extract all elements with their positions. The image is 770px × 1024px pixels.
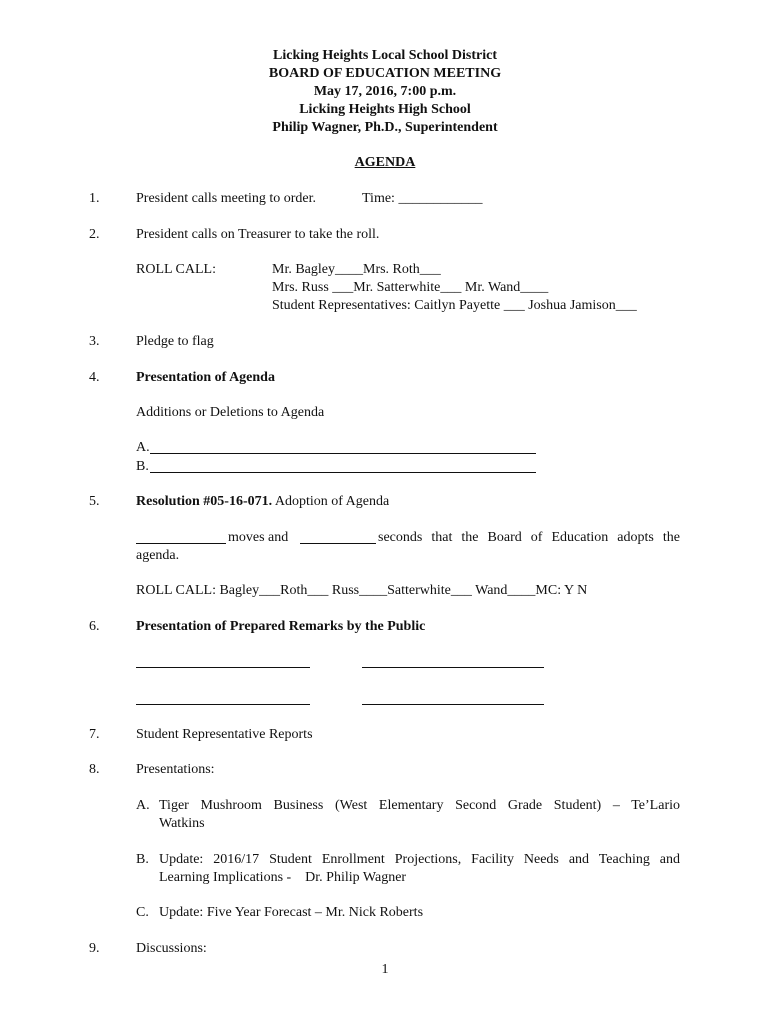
resolution-title: Adoption of Agenda bbox=[272, 494, 390, 509]
item-number-3: 3. bbox=[89, 334, 100, 349]
item-4-subtext: Additions or Deletions to Agenda bbox=[136, 405, 325, 420]
public-remarks-blank-3 bbox=[136, 704, 310, 705]
addition-a-label: A. bbox=[136, 440, 150, 455]
roll-call-label: ROLL CALL: bbox=[136, 262, 216, 277]
item-7-text: Student Representative Reports bbox=[136, 727, 313, 742]
roll-call-line-1: Mr. Bagley____Mrs. Roth___ bbox=[272, 262, 441, 277]
presentation-c-line-1: Update: Five Year Forecast – Mr. Nick Roberts bbox=[159, 905, 424, 920]
item-1-time: Time: ____________ bbox=[362, 191, 483, 206]
agenda-title: AGENDA bbox=[354, 155, 416, 170]
addition-b-blank bbox=[150, 472, 536, 473]
item-6-text: Presentation of Prepared Remarks by the Public bbox=[136, 619, 426, 634]
motion-line-2: agenda. bbox=[136, 548, 180, 563]
superintendent-name: Philip Wagner, Ph.D., Superintendent bbox=[272, 120, 498, 135]
motion-seconds-text: seconds that the Board of Education adopts the bbox=[378, 530, 680, 545]
item-number-7: 7. bbox=[89, 727, 100, 742]
addition-b-label: B. bbox=[136, 459, 149, 474]
motion-moves-text: moves and bbox=[228, 530, 289, 545]
item-number-1: 1. bbox=[89, 191, 100, 206]
public-remarks-blank-4 bbox=[362, 704, 544, 705]
presentation-b-line-2: Learning Implications - Dr. Philip Wagner bbox=[159, 870, 407, 885]
item-number-6: 6. bbox=[89, 619, 100, 634]
item-number-9: 9. bbox=[89, 941, 100, 956]
presentation-b-label: B. bbox=[136, 852, 149, 867]
meeting-title: BOARD OF EDUCATION MEETING bbox=[268, 66, 502, 81]
presentation-b-line-1: Update: 2016/17 Student Enrollment Projections, Facility Needs and Teaching and bbox=[159, 852, 680, 867]
public-remarks-blank-1 bbox=[136, 667, 310, 668]
seconds-blank bbox=[300, 543, 376, 544]
district-name: Licking Heights Local School District bbox=[273, 48, 497, 63]
item-9-text: Discussions: bbox=[136, 941, 207, 956]
item-8-text: Presentations: bbox=[136, 762, 215, 777]
item-number-8: 8. bbox=[89, 762, 100, 777]
item-number-2: 2. bbox=[89, 227, 100, 242]
page-number: 1 bbox=[381, 962, 389, 977]
item-number-5: 5. bbox=[89, 494, 100, 509]
item-3-text: Pledge to flag bbox=[136, 334, 214, 349]
item-number-4: 4. bbox=[89, 370, 100, 385]
resolution-roll-call: ROLL CALL: Bagley___Roth___ Russ____Satterwhite___ Wand____MC: Y N bbox=[136, 583, 588, 598]
presentation-a-line-1: Tiger Mushroom Business (West Elementary Second Grade Student) – Te’Lario bbox=[159, 798, 680, 813]
meeting-date: May 17, 2016, 7:00 p.m. bbox=[313, 84, 457, 99]
meeting-location: Licking Heights High School bbox=[299, 102, 471, 117]
item-1-text: President calls meeting to order. bbox=[136, 191, 317, 206]
resolution-line bbox=[136, 493, 389, 511]
roll-call-line-3: Student Representatives: Caitlyn Payette ___ Joshua Jamison___ bbox=[272, 298, 637, 313]
presentation-c-label: C. bbox=[136, 905, 149, 920]
presentation-a-line-2: Watkins bbox=[159, 816, 205, 831]
item-4-text: Presentation of Agenda bbox=[136, 370, 275, 385]
moves-blank bbox=[136, 543, 226, 544]
item-2-text: President calls on Treasurer to take the roll. bbox=[136, 227, 380, 242]
public-remarks-blank-2 bbox=[362, 667, 544, 668]
presentation-a-label: A. bbox=[136, 798, 150, 813]
resolution-number: Resolution #05-16-071. bbox=[136, 494, 273, 509]
addition-a-blank bbox=[150, 453, 536, 454]
roll-call-line-2: Mrs. Russ ___Mr. Satterwhite___ Mr. Wand____ bbox=[272, 280, 549, 295]
